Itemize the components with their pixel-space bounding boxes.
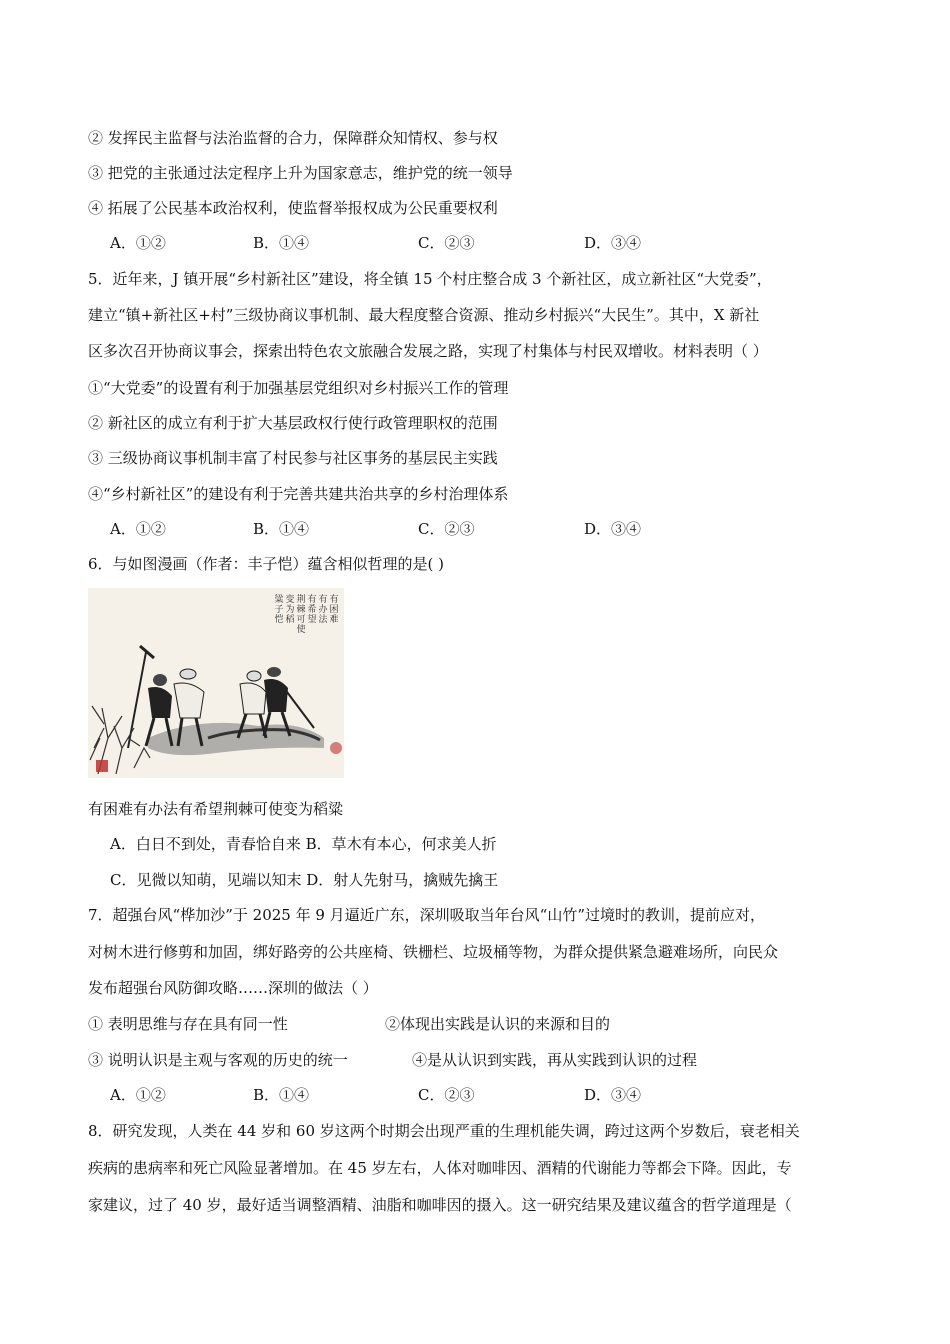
q5-option-c[interactable]: C．②③ bbox=[418, 520, 475, 538]
cartoon-caption: 有困难有办法有希望荆棘可使变为稻粱 bbox=[88, 800, 344, 818]
inscription-char: 为 bbox=[285, 605, 295, 615]
q8-stem-line-2: 疾病的患病率和死亡风险显著增加。在 45 岁左右，人体对咖啡因、酒精的代谢能力等都会下降。因此，专 bbox=[88, 1159, 792, 1177]
inscription-char: 希 bbox=[307, 605, 317, 615]
q8-stem-line-3: 家建议，过了 40 岁，最好适当调整酒精、油脂和咖啡因的摄入。这一研究结果及建议蕴含的哲学道理是（ bbox=[88, 1196, 792, 1214]
q5-statement-3: ③ 三级协商议事机制丰富了村民参与社区事务的基层民主实践 bbox=[88, 449, 498, 467]
inscription-char: 难 bbox=[329, 615, 339, 625]
inscription-char: 子 bbox=[274, 605, 284, 615]
q5-statement-4: ④“乡村新社区”的建设有利于完善共建共治共享的乡村治理体系 bbox=[88, 485, 509, 503]
q7-option-d[interactable]: D．③④ bbox=[584, 1086, 642, 1104]
inscription-char: 变 bbox=[285, 595, 295, 605]
q4-option-d[interactable]: D．③④ bbox=[584, 234, 642, 252]
q6-stem: 6．与如图漫画（作者：丰子恺）蕴含相似哲理的是( ) bbox=[88, 555, 445, 573]
inscription-char: 有 bbox=[307, 595, 317, 605]
q5-stem-line-2: 建立“镇+新社区+村”三级协商议事机制、最大程度整合资源、推动乡村振兴“大民生”。其中，X 新社 bbox=[88, 306, 760, 324]
q7-option-c[interactable]: C．②③ bbox=[418, 1086, 475, 1104]
q5-option-d[interactable]: D．③④ bbox=[584, 520, 642, 538]
q7-statement-3: ③ 说明认识是主观与客观的历史的统一 bbox=[88, 1051, 348, 1069]
q5-statement-1: ①“大党委”的设置有利于加强基层党组织对乡村振兴工作的管理 bbox=[88, 379, 509, 397]
q7-stem-line-3: 发布超强台风防御攻略……深圳的做法（ ） bbox=[88, 979, 378, 997]
q4-option-c[interactable]: C．②③ bbox=[418, 234, 475, 252]
inscription-char: 困 bbox=[329, 605, 339, 615]
statement-3: ③ 把党的主张通过法定程序上升为国家意志，维护党的统一领导 bbox=[88, 164, 513, 182]
inscription-char: 稻 bbox=[285, 615, 295, 625]
inscription-char: 望 bbox=[307, 615, 317, 625]
inscription-char: 有 bbox=[329, 595, 339, 605]
statement-2: ② 发挥民主监督与法治监督的合力，保障群众知情权、参与权 bbox=[88, 129, 498, 147]
q4-option-a[interactable]: A．①② bbox=[110, 234, 166, 252]
q7-stem-line-2: 对树木进行修剪和加固，绑好路旁的公共座椅、铁栅栏、垃圾桶等物，为群众提供紧急避难场所，向民众 bbox=[88, 943, 779, 961]
q7-option-a[interactable]: A．①② bbox=[110, 1086, 166, 1104]
inscription-char: 法 bbox=[318, 615, 328, 625]
q7-stem-line-1: 7．超强台风“桦加沙”于 2025 年 9 月逼近广东，深圳吸取当年台风“山竹”过境时的教训，提前应对， bbox=[88, 906, 766, 924]
inscription-char: 使 bbox=[296, 625, 306, 635]
q4-option-b[interactable]: B．①④ bbox=[253, 234, 310, 252]
q7-statement-2: ②体现出实践是认识的来源和目的 bbox=[385, 1015, 611, 1033]
cartoon-image bbox=[88, 588, 344, 778]
q5-stem-line-3: 区多次召开协商议事会，探索出特色农文旅融合发展之路，实现了村集体与村民双增收。材料表明（ ） bbox=[88, 342, 768, 360]
q6-options-ab[interactable]: A．白日不到处，青春恰自来 B．草木有本心，何求美人折 bbox=[110, 835, 497, 853]
q7-option-b[interactable]: B．①④ bbox=[253, 1086, 310, 1104]
inscription-char: 荆 bbox=[296, 595, 306, 605]
q5-stem-line-1: 5．近年来，J 镇开展“乡村新社区”建设，将全镇 15 个村庄整合成 3 个新社区，成立新社区“大党委”， bbox=[88, 270, 772, 288]
inscription-char: 可 bbox=[296, 615, 306, 625]
inscription-char: 恺 bbox=[274, 615, 284, 625]
q6-options-cd[interactable]: C．见微以知萌，见端以知末 D．射人先射马，擒贼先擒王 bbox=[110, 871, 499, 889]
statement-4: ④ 拓展了公民基本政治权利，使监督举报权成为公民重要权利 bbox=[88, 199, 498, 217]
q8-stem-line-1: 8．研究发现，人类在 44 岁和 60 岁这两个时期会出现严重的生理机能失调，跨过这两个岁数后，衰老相关 bbox=[88, 1122, 800, 1140]
q5-option-a[interactable]: A．①② bbox=[110, 520, 166, 538]
q7-statement-1: ① 表明思维与存在具有同一性 bbox=[88, 1015, 288, 1033]
inscription-char: 有 bbox=[318, 595, 328, 605]
inscription-char: 办 bbox=[318, 605, 328, 615]
inscription-char: 棘 bbox=[296, 605, 306, 615]
q5-statement-2: ② 新社区的成立有利于扩大基层政权行使行政管理职权的范围 bbox=[88, 414, 498, 432]
q7-statement-4: ④是从认识到实践，再从实践到认识的过程 bbox=[412, 1051, 698, 1069]
q5-option-b[interactable]: B．①④ bbox=[253, 520, 310, 538]
inscription-char: 粱 bbox=[274, 595, 284, 605]
